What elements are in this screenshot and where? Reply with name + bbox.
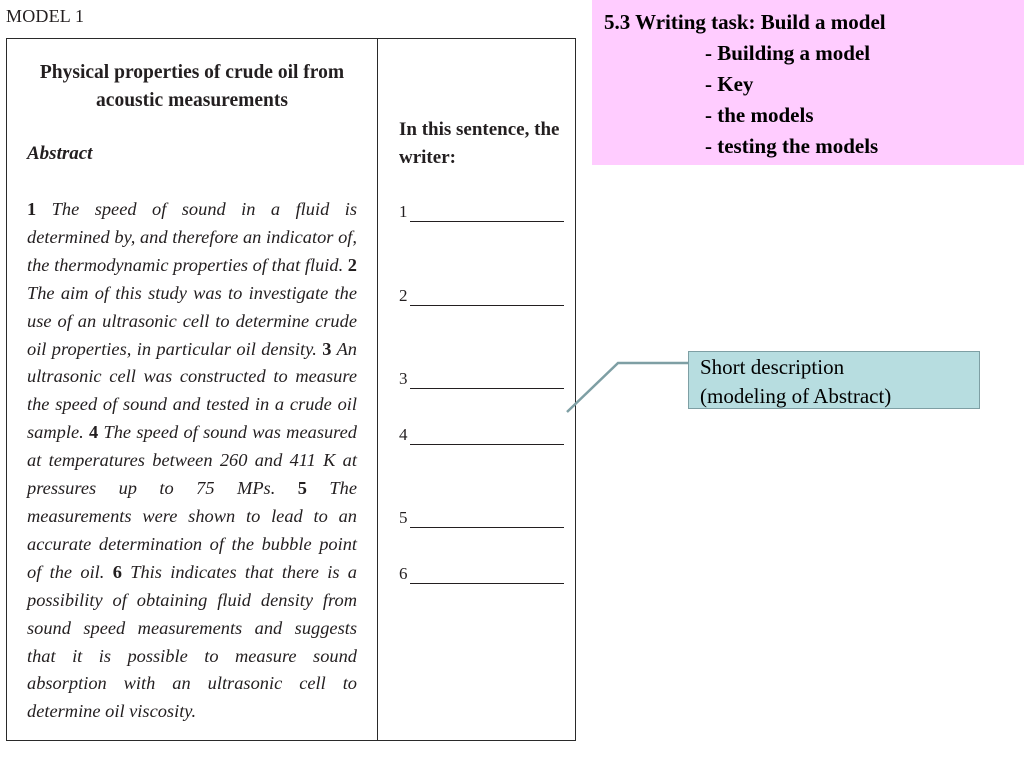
- blank-number: 3: [399, 369, 408, 388]
- callout-line-1: Short description: [700, 355, 845, 379]
- sentence-number: 1: [27, 199, 37, 219]
- blank-line: [410, 511, 564, 528]
- answer-blank-6[interactable]: [399, 564, 564, 584]
- blank-number: 6: [399, 564, 408, 583]
- blank-line: [410, 289, 564, 306]
- task-title: 5.3 Writing task: Build a model: [604, 10, 886, 34]
- sentence-number: 4: [88, 422, 99, 443]
- blank-number: 4: [399, 425, 408, 444]
- sentence-text: This indicates that there is a possibility of obtaining fluid density from sound speed measurements and suggests that it is possible to measure sound absorption with an ultrasonic cell to determine oil viscosity.: [27, 561, 357, 722]
- answer-blank-3[interactable]: [399, 369, 564, 389]
- abstract-body: [27, 196, 357, 726]
- answer-blank-5[interactable]: [399, 508, 564, 528]
- callout-box: [688, 351, 980, 409]
- column-divider: [377, 39, 378, 740]
- writer-header: In this sentence, the writer:: [399, 119, 560, 168]
- blank-line: [410, 428, 564, 445]
- task-item: - testing the models: [705, 134, 879, 158]
- answer-blank-1[interactable]: [399, 202, 564, 222]
- sentence-text: The aim of this study was to investigate the use of an ultrasonic cell to determine crude oil properties, in particular oil density.: [27, 282, 357, 359]
- blank-line: [410, 372, 564, 389]
- model-label: MODEL 1: [6, 6, 85, 26]
- blank-number: 5: [399, 508, 408, 527]
- sentence-text: The measurements were shown to lead to an accurate determination of the bubble point of the oil.: [27, 478, 357, 582]
- sentence-text: The speed of sound was measured at temperatures between 260 and 411 K at pressures up to 75 MPs.: [27, 422, 358, 499]
- task-panel: [592, 0, 1024, 165]
- abstract-table: [6, 38, 576, 741]
- sentence-text: The speed of sound in a fluid is determined by, and therefore an indicator of, the thermodynamic properties of that fluid.: [27, 199, 357, 275]
- blank-line: [410, 205, 564, 222]
- callout-line-2: (modeling of Abstract): [700, 384, 892, 408]
- task-item: - Building a model: [705, 41, 871, 65]
- abstract-heading: Abstract: [27, 143, 93, 164]
- sentence-number: 6: [112, 561, 122, 582]
- abstract-column: [27, 59, 357, 726]
- blank-number: 1: [399, 202, 408, 221]
- sentence-text: An ultrasonic cell was constructed to measure the speed of sound and tested in a crude oil sample.: [27, 338, 357, 443]
- paper-title: Physical properties of crude oil from acoustic measurements: [39, 62, 345, 111]
- answer-blank-4[interactable]: [399, 425, 564, 445]
- task-item: - Key: [705, 72, 754, 96]
- blank-number: 2: [399, 286, 408, 305]
- answer-blank-2[interactable]: [399, 286, 564, 306]
- sentence-number: 3: [322, 338, 332, 359]
- sentence-number: 2: [347, 254, 357, 275]
- task-item: - the models: [705, 103, 814, 127]
- sentence-number: 5: [297, 478, 307, 499]
- blank-line: [410, 567, 564, 584]
